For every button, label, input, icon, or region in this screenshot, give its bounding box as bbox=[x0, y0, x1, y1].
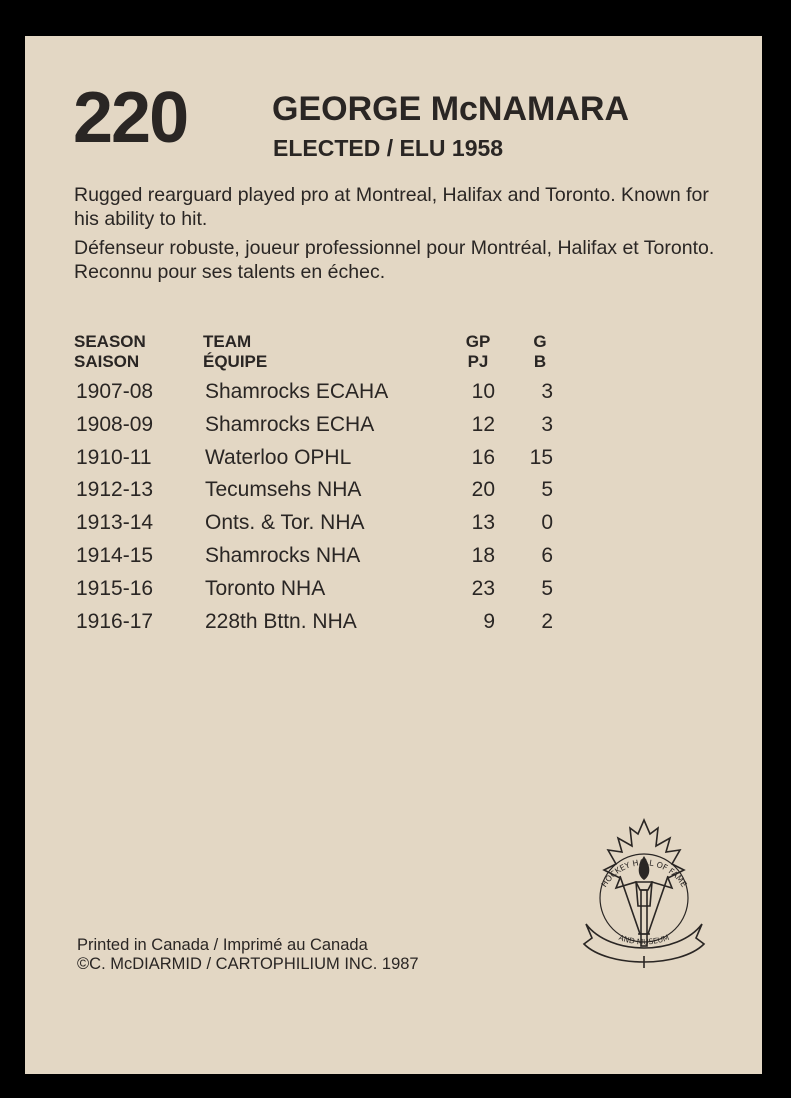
gp-cell: 13 bbox=[471, 511, 495, 535]
goals-cell: 2 bbox=[541, 609, 553, 633]
table-row bbox=[25, 446, 762, 479]
table-row bbox=[25, 511, 762, 544]
team-cell: Toronto NHA bbox=[205, 576, 326, 600]
header-season-fr: SAISON bbox=[74, 352, 140, 371]
goals-cell: 5 bbox=[541, 576, 553, 600]
gp-cell: 20 bbox=[471, 478, 495, 502]
table-row bbox=[25, 380, 762, 413]
team-cell: Shamrocks ECAHA bbox=[205, 380, 389, 403]
team-cell: Shamrocks NHA bbox=[205, 543, 361, 567]
gp-cell: 16 bbox=[471, 445, 495, 469]
header-team-en: TEAM bbox=[203, 332, 252, 351]
season-cell: 1915-16 bbox=[76, 576, 154, 600]
bio-french: Défenseur robuste, joueur professionnel pour Montréal, Halifax et Toronto. Reconnu pour ses talents en échec. bbox=[74, 237, 715, 283]
header-gp-fr: PJ bbox=[467, 352, 489, 371]
table-row bbox=[25, 610, 762, 643]
table-row bbox=[25, 478, 762, 511]
season-cell: 1912-13 bbox=[76, 478, 154, 502]
copyright-line: ©C. McDIARMID / CARTOPHILIUM INC. 1987 bbox=[77, 955, 419, 973]
goals-cell: 15 bbox=[529, 445, 553, 469]
header-g-en: G bbox=[533, 332, 547, 351]
season-cell: 1913-14 bbox=[76, 511, 154, 535]
season-cell: 1914-15 bbox=[76, 543, 154, 567]
stats-table bbox=[25, 380, 762, 642]
team-cell: Tecumsehs NHA bbox=[205, 478, 362, 502]
season-cell: 1907-08 bbox=[76, 380, 154, 403]
goals-cell: 5 bbox=[541, 478, 553, 502]
gp-cell: 18 bbox=[471, 543, 495, 567]
team-cell: 228th Bttn. NHA bbox=[205, 609, 357, 633]
footer bbox=[77, 936, 419, 974]
header-g-fr: B bbox=[533, 352, 547, 371]
seal-text-bottom: AND MUSEUM bbox=[617, 932, 671, 947]
header-season-en: SEASON bbox=[74, 332, 146, 351]
table-row bbox=[25, 544, 762, 577]
table-row bbox=[25, 413, 762, 446]
team-cell: Onts. & Tor. NHA bbox=[205, 511, 365, 535]
gp-cell: 23 bbox=[471, 576, 495, 600]
goals-cell: 3 bbox=[541, 380, 553, 403]
header-team-fr: ÉQUIPE bbox=[203, 352, 268, 371]
season-cell: 1908-09 bbox=[76, 412, 154, 436]
gp-cell: 12 bbox=[471, 412, 495, 436]
elected-year: ELECTED / ELU 1958 bbox=[273, 135, 504, 161]
header-team bbox=[203, 332, 267, 372]
player-name: GEORGE McNAMARA bbox=[272, 90, 630, 128]
header-season bbox=[74, 332, 146, 372]
svg-text:AND MUSEUM bbox=[618, 933, 671, 947]
header-g bbox=[527, 332, 553, 372]
trading-card-back bbox=[25, 36, 762, 1074]
season-cell: 1916-17 bbox=[76, 609, 154, 633]
card-number: 220 bbox=[73, 78, 188, 158]
header-gp bbox=[461, 332, 495, 372]
seal-text-top: HOCKEY HALL OF FAME bbox=[599, 858, 689, 889]
goals-cell: 6 bbox=[541, 543, 553, 567]
team-cell: Shamrocks ECHA bbox=[205, 412, 375, 436]
team-cell: Waterloo OPHL bbox=[205, 445, 352, 469]
header-gp-en: GP bbox=[465, 332, 491, 351]
gp-cell: 9 bbox=[483, 609, 495, 633]
goals-cell: 3 bbox=[541, 412, 553, 436]
table-row bbox=[25, 577, 762, 610]
goals-cell: 0 bbox=[541, 511, 553, 535]
printed-line: Printed in Canada / Imprimé au Canada bbox=[77, 936, 368, 954]
hockey-hall-of-fame-seal-icon bbox=[580, 816, 708, 971]
season-cell: 1910-11 bbox=[76, 445, 152, 469]
gp-cell: 10 bbox=[471, 380, 495, 403]
bio-english: Rugged rearguard played pro at Montreal, Halifax and Toronto. Known for his ability to hit. bbox=[74, 184, 709, 230]
